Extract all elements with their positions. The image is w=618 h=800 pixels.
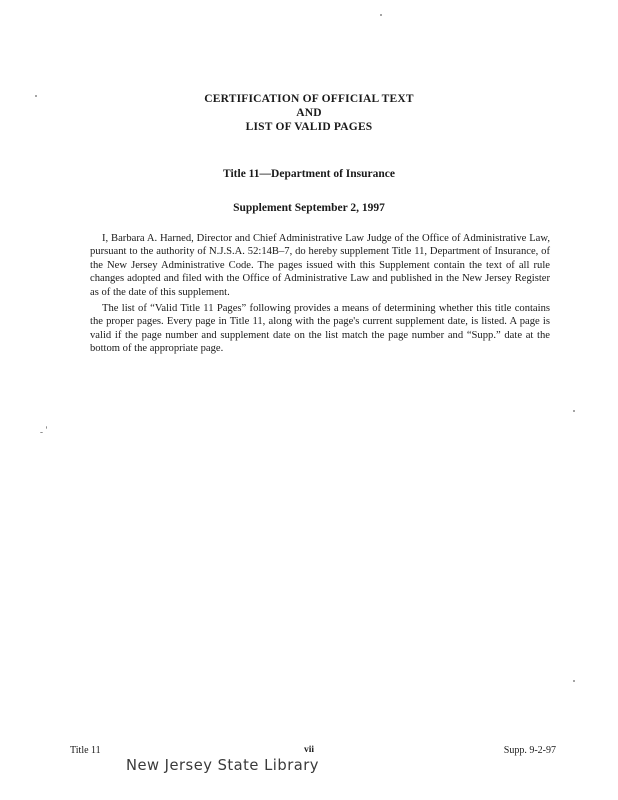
footer-title: Title 11 bbox=[70, 745, 101, 756]
scan-speck bbox=[40, 432, 43, 433]
scan-speck bbox=[573, 680, 575, 682]
scan-speck bbox=[46, 426, 47, 429]
scan-speck bbox=[380, 14, 382, 16]
supplement-heading: Supplement September 2, 1997 bbox=[233, 202, 385, 214]
library-stamp: New Jersey State Library bbox=[125, 756, 319, 774]
scan-speck bbox=[35, 95, 37, 97]
certification-heading bbox=[0, 92, 618, 134]
heading-line-1: CERTIFICATION OF OFFICIAL TEXT bbox=[204, 93, 414, 105]
heading-line-2: AND bbox=[296, 107, 322, 119]
scan-speck bbox=[573, 410, 575, 412]
body-paragraph-2: The list of “Valid Title 11 Pages” following provides a means of determining whether this title contains the proper pages. Every page in Title 11, along with the page's current supplement date, is listed. A page is valid if the page number and supplement date on the list match the page number and “Supp.” date at the bottom of the appropriate page. bbox=[90, 303, 550, 355]
body-paragraph-1: I, Barbara A. Harned, Director and Chief Administrative Law Judge of the Office of Administrative Law, pursuant to the authority of N.J.S.A. 52:14B–7, do hereby supplement Title 11, Department of Insurance, of the New Jersey Administrative Code. The pages issued with this Supplement contain the text of all rule changes adopted and filed with the Office of Administrative Law and published in the New Jersey Register as of the date of this supplement. bbox=[90, 233, 550, 298]
footer-page-number: vii bbox=[303, 745, 315, 755]
title-heading: Title 11—Department of Insurance bbox=[223, 168, 395, 180]
heading-line-3: LIST OF VALID PAGES bbox=[245, 121, 373, 133]
footer-supplement-date: Supp. 9-2-97 bbox=[503, 745, 556, 756]
